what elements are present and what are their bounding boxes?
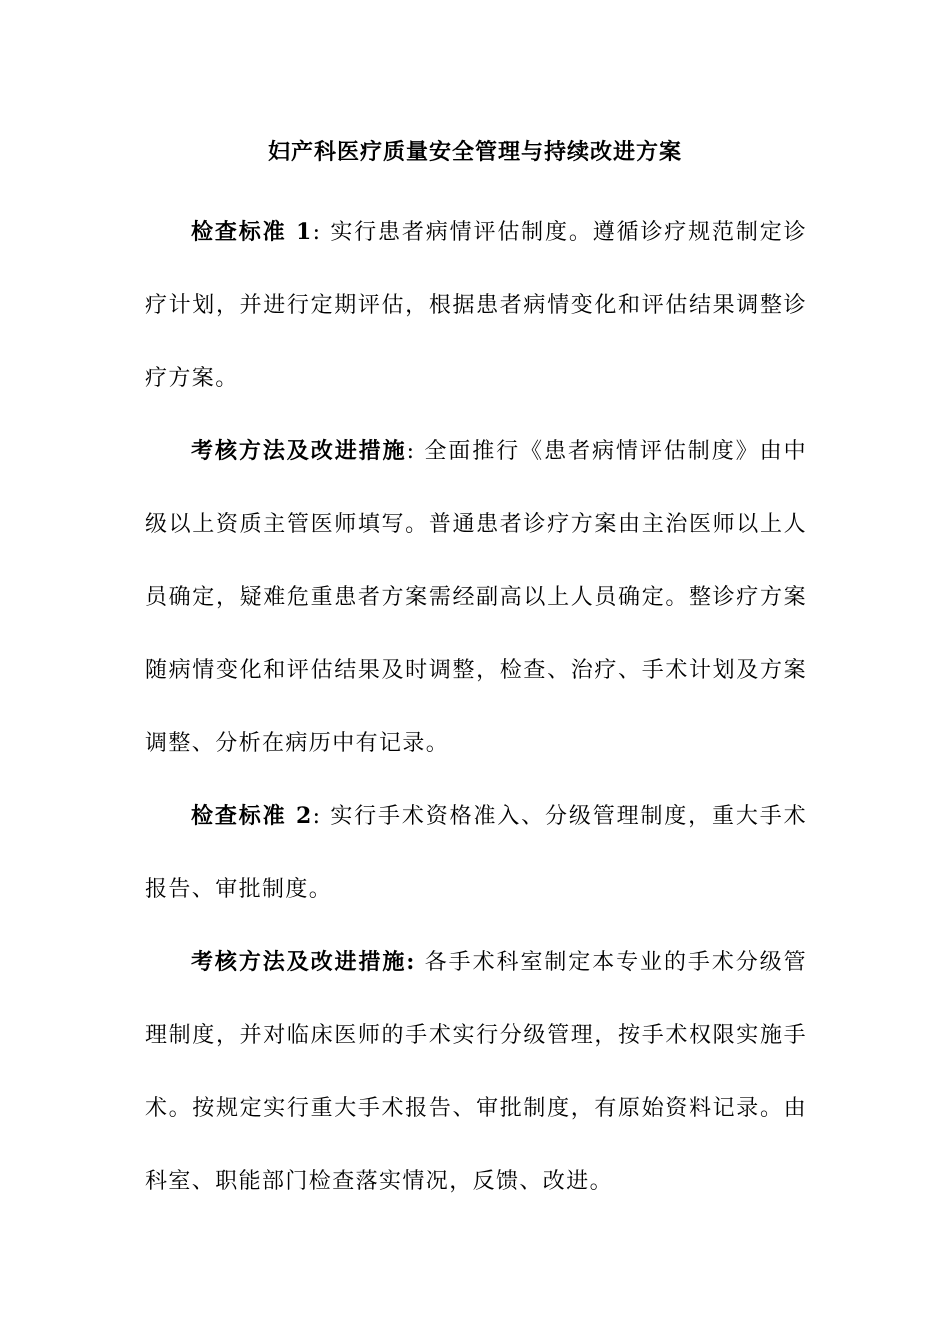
paragraph-assessment-method-2 [145,926,807,1218]
document-body [145,196,807,1218]
paragraph-text: 各手术科室制定本专业的手术分级管理制度，并对临床医师的手术实行分级管理，按手术权限实施手术。按规定实行重大手术报告、审批制度，有原始资料记录。由科室、职能部门检查落实情况，反馈、改进。 [145,950,807,1194]
paragraph-label: 检查标准 2 [191,803,313,829]
paragraph-assessment-method-1 [145,415,807,780]
paragraph-separator: : [312,220,322,245]
paragraph-separator: : [312,804,322,829]
document-title: 妇产科医疗质量安全管理与持续改进方案 [267,139,682,165]
paragraph-text: 实行患者病情评估制度。遵循诊疗规范制定诊疗计划，并进行定期评估，根据患者病情变化和评估结果调整诊疗方案。 [145,220,807,391]
paragraph-label: 检查标准 1 [191,219,313,245]
paragraph-text: 实行手术资格准入、分级管理制度，重大手术报告、审批制度。 [145,804,807,902]
paragraph-text: 全面推行《患者病情评估制度》由中级以上资质主管医师填写。普通患者诊疗方案由主治医师以上人员确定，疑难危重患者方案需经副高以上人员确定。整诊疗方案随病情变化和评估结果及时调整，检查、治疗、手术计划及方案调整、分析在病历中有记录。 [145,439,807,756]
paragraph-label: 考核方法及改进措施 [191,438,407,464]
paragraph-check-standard-2 [145,780,807,926]
paragraph-label: 考核方法及改进措施: [191,949,416,975]
paragraph-separator: : [406,439,416,464]
paragraph-check-standard-1 [145,196,807,415]
